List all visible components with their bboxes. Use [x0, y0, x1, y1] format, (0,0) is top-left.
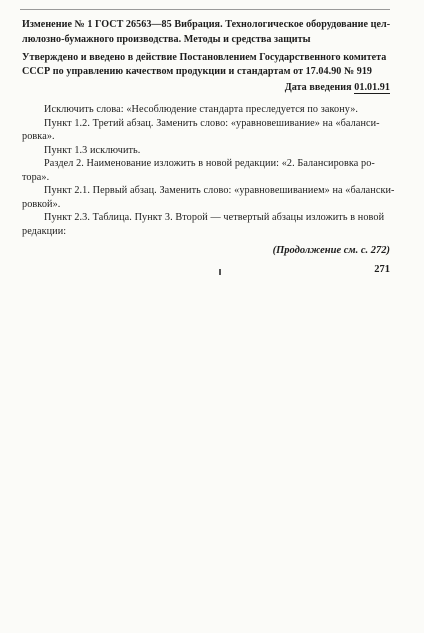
intro-date-label: Дата введения: [284, 82, 352, 93]
body-line-4: Пункт 1.3 исключить.: [44, 145, 141, 156]
body-line-6: тора».: [22, 172, 50, 183]
body-line-3: ровка».: [22, 131, 55, 142]
body-line-2: Пункт 1.2. Третий абзац. Заменить слово: «уравновешивание» на «баланси-: [44, 118, 380, 129]
approval-line-1: Утверждено и введено в действие Постановлением Государственного комитета: [22, 52, 387, 63]
header-line-1: Изменение № 1 ГОСТ 26563—85 Вибрация. Технологическое оборудование цел-: [22, 19, 391, 30]
body-line-1: Исключить слова: «Несоблюдение стандарта преследуется по закону».: [44, 104, 359, 115]
body-line-10: редакции:: [22, 226, 67, 237]
scan-mark: [219, 269, 221, 275]
body-line-7: Пункт 2.1. Первый абзац. Заменить слово: «уравновешиванием» на «балански-: [44, 185, 395, 196]
top-rule: [20, 9, 390, 10]
page-number: 271: [374, 264, 390, 275]
body-line-8: ровкой».: [22, 199, 61, 210]
intro-date: [285, 82, 390, 95]
body-line-5: Раздел 2. Наименование изложить в новой редакции: «2. Балансировка ро-: [44, 158, 375, 169]
intro-date-value: 01.01.91: [354, 82, 390, 93]
header-line-2: люлозно-бумажного производства. Методы и средства защиты: [22, 34, 311, 45]
continuation-note: (Продолжение см. с. 272): [272, 245, 390, 256]
approval-line-2: СССР по управлению качеством продукции и стандартам от 17.04.90 № 919: [22, 66, 373, 77]
body-line-9: Пункт 2.3. Таблица. Пункт 3. Второй — четвертый абзацы изложить в новой: [44, 212, 385, 223]
